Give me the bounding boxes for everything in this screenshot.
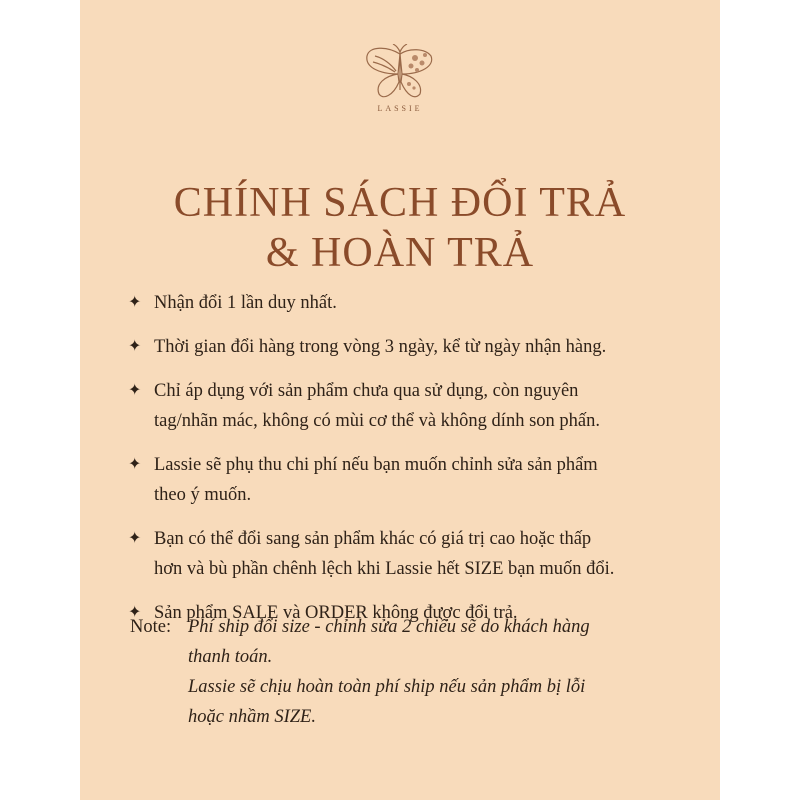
brand-name: LASSIE [377, 104, 423, 113]
note-body [188, 612, 690, 732]
note-line: Phí ship đổi size - chỉnh sửa 2 chiều sẽ do khách hàng [188, 617, 590, 637]
rule-text: Lassie sẽ phụ thu chi phí nếu bạn muốn chỉnh sửa sản phẩm [154, 455, 598, 475]
note-line: Lassie sẽ chịu hoàn toàn phí ship nếu sản phẩm bị lỗi [188, 677, 586, 697]
rule-text: Thời gian đổi hàng trong vòng 3 ngày, kể từ ngày nhận hàng. [154, 337, 607, 357]
rule-text: theo ý muốn. [154, 485, 252, 505]
rule-text: Chỉ áp dụng với sản phẩm chưa qua sử dụng, còn nguyên [154, 381, 579, 401]
policy-rules-list [128, 288, 688, 642]
rule-item [128, 524, 688, 584]
rule-text: hơn và bù phần chênh lệch khi Lassie hết SIZE bạn muốn đổi. [154, 559, 615, 579]
rule-text: Nhận đổi 1 lần duy nhất. [154, 293, 337, 313]
title-line-1: CHÍNH SÁCH ĐỔI TRẢ [173, 180, 627, 227]
rule-text: Bạn có thể đổi sang sản phẩm khác có giá trị cao hoặc thấp [154, 529, 592, 549]
sparkle-icon: ✦ [128, 456, 142, 473]
policy-card [80, 0, 720, 800]
sparkle-icon: ✦ [128, 294, 142, 311]
rule-item [128, 376, 688, 436]
title-line-2: & HOÀN TRẢ [265, 230, 535, 277]
rule-item [128, 332, 688, 362]
butterfly-icon [365, 44, 435, 102]
note-label: Note: [130, 617, 172, 637]
page-title [80, 178, 720, 278]
rule-text: Sản phẩm SALE và ORDER không được đổi trả. [154, 603, 518, 623]
note-line: hoặc nhầm SIZE. [188, 707, 316, 727]
note-section [130, 612, 690, 732]
rule-item [128, 450, 688, 510]
rule-text: tag/nhãn mác, không có mùi cơ thể và không dính son phấn. [154, 411, 600, 431]
brand-logo [360, 44, 440, 120]
sparkle-icon: ✦ [128, 604, 142, 621]
rule-item [128, 288, 688, 318]
sparkle-icon: ✦ [128, 382, 142, 399]
sparkle-icon: ✦ [128, 530, 142, 547]
note-line: thanh toán. [188, 647, 273, 667]
sparkle-icon: ✦ [128, 338, 142, 355]
